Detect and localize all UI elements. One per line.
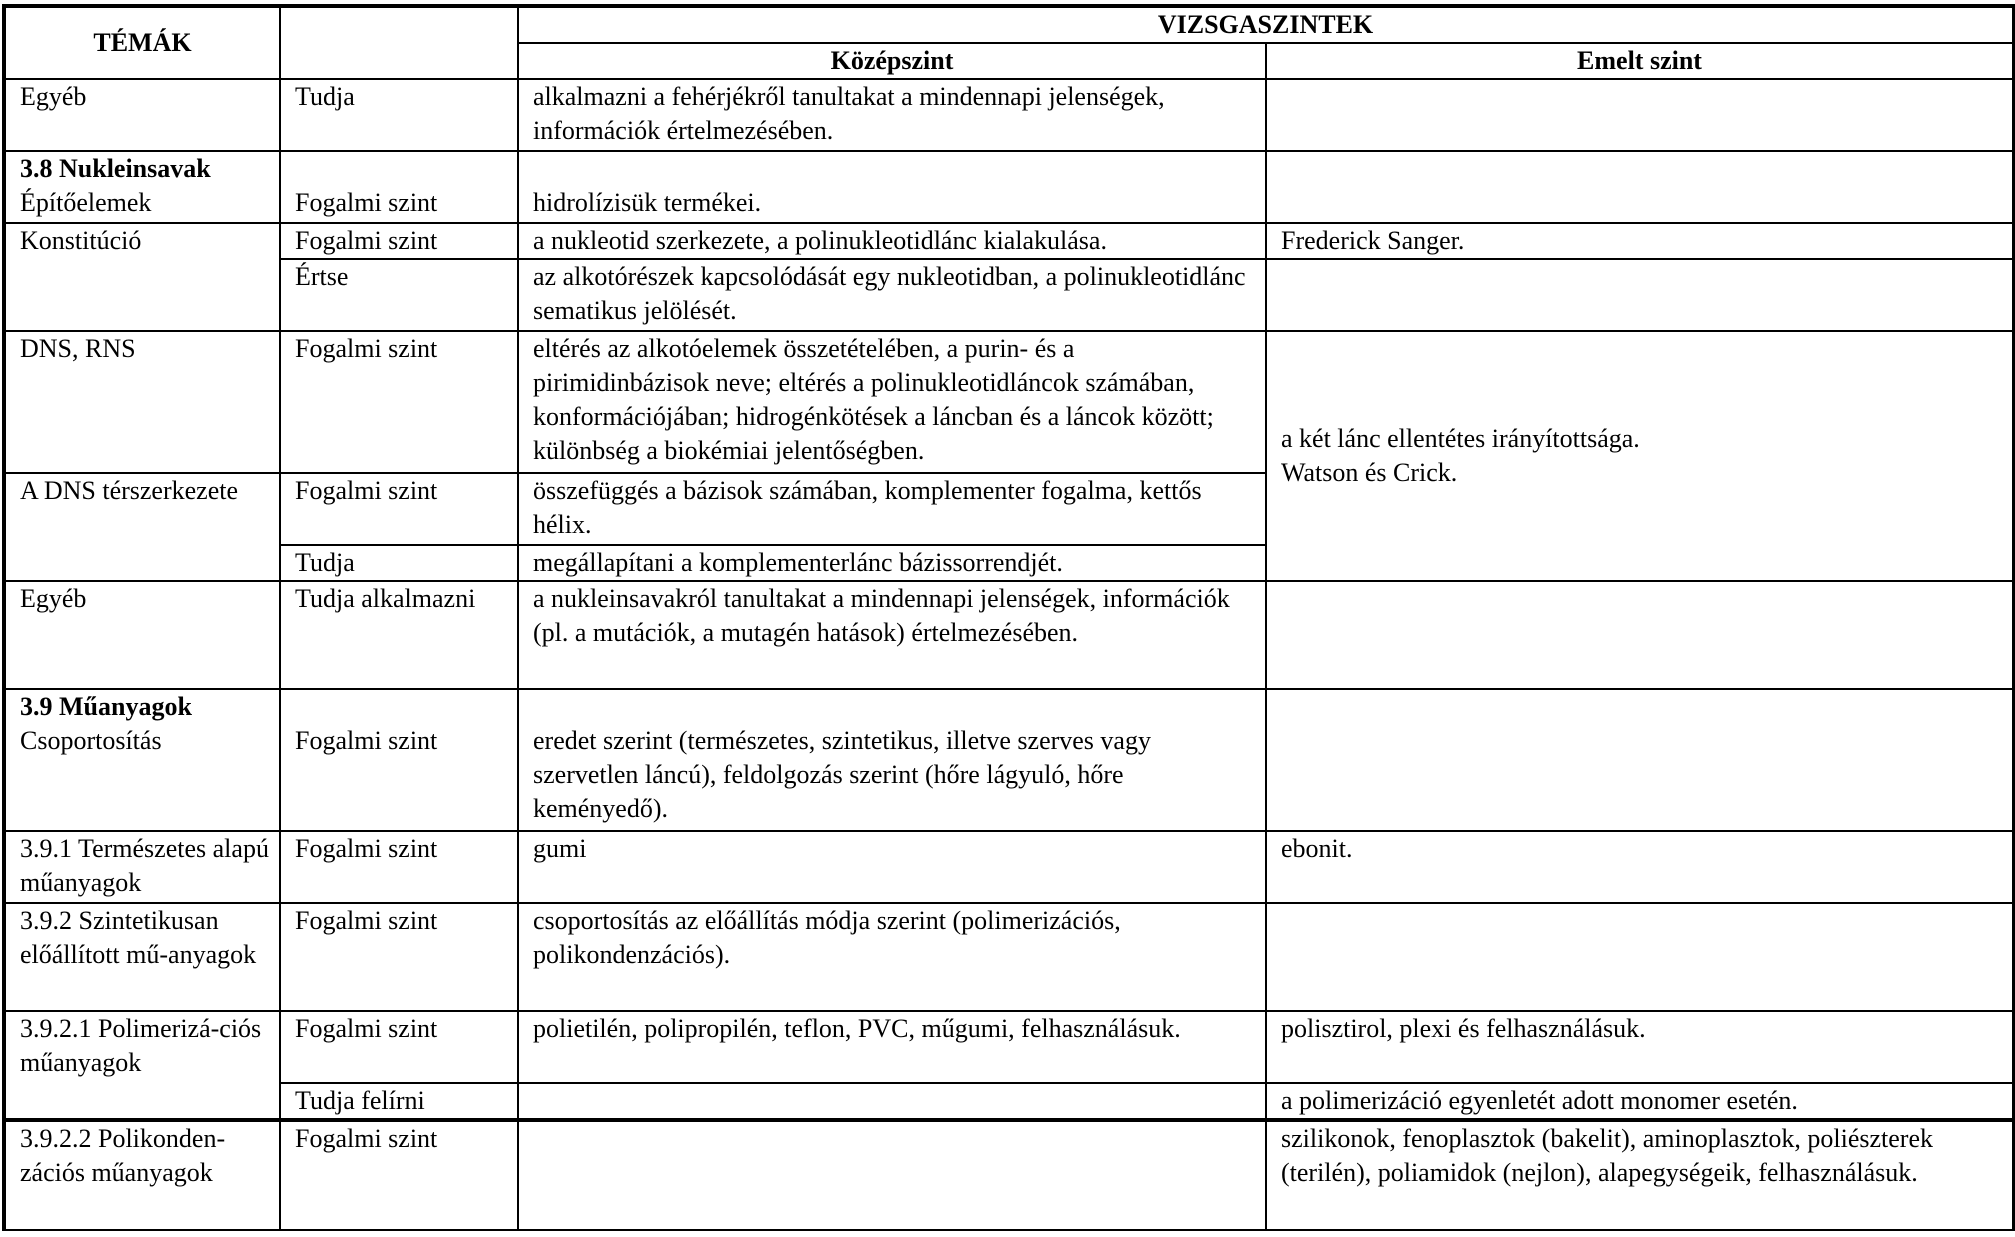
- level-cell: Fogalmi szint: [280, 831, 518, 903]
- topic-cell: A DNS térszerkezete: [4, 473, 280, 581]
- kozepszint-text: hidrolízisük termékei.: [533, 188, 762, 217]
- table-row: [4, 259, 2014, 331]
- level-cell: Fogalmi szint: [280, 331, 518, 473]
- kozepszint-cell: az alkotórészek kapcsolódását egy nukleotidban, a polinukleotidlánc sematikus jelölését.: [518, 259, 1266, 331]
- emelt-text-line1: a két lánc ellentétes irányítottsága.: [1281, 424, 1640, 453]
- topic-cell: Egyéb: [4, 581, 280, 689]
- table-row: [4, 831, 2014, 903]
- level-cell: Fogalmi szint: [280, 223, 518, 259]
- level-cell: Tudja felírni: [280, 1083, 518, 1120]
- table-row: [4, 581, 2014, 689]
- emelt-cell: polisztirol, plexi és felhasználásuk.: [1266, 1011, 2014, 1083]
- topic-cell: [4, 151, 280, 223]
- emelt-cell-dns: [1266, 331, 2014, 581]
- emelt-cell: Frederick Sanger.: [1266, 223, 2014, 259]
- level-cell: Értse: [280, 259, 518, 331]
- table-row: [4, 903, 2014, 1011]
- header-kozepszint: Középszint: [518, 43, 1266, 79]
- kozepszint-cell: [518, 1120, 1266, 1230]
- table-row: [4, 1083, 2014, 1120]
- emelt-cell: [1266, 151, 2014, 223]
- table-row: [4, 1120, 2014, 1230]
- kozepszint-cell: [518, 1083, 1266, 1120]
- header-temak: TÉMÁK: [4, 6, 280, 79]
- topic-cell: DNS, RNS: [4, 331, 280, 473]
- kozepszint-cell: polietilén, polipropilén, teflon, PVC, műgumi, felhasználásuk.: [518, 1011, 1266, 1083]
- kozepszint-cell: a nukleinsavakról tanultakat a mindennapi jelenségek, információk (pl. a mutációk, a mutagén hatások) értelmezésében.: [518, 581, 1266, 689]
- level-cell: Tudja: [280, 79, 518, 151]
- emelt-cell: a polimerizáció egyenletét adott monomer esetén.: [1266, 1083, 2014, 1120]
- kozepszint-cell: csoportosítás az előállítás módja szerint (polimerizációs, polikondenzációs).: [518, 903, 1266, 1011]
- emelt-cell: ebonit.: [1266, 831, 2014, 903]
- level-cell: Fogalmi szint: [280, 1120, 518, 1230]
- topic-cell: Konstitúció: [4, 223, 280, 331]
- topic-text: Csoportosítás: [20, 726, 162, 755]
- table-row: [4, 223, 2014, 259]
- topic-cell: 3.9.1 Természetes alapú műanyagok: [4, 831, 280, 903]
- section-heading: 3.9 Műanyagok: [20, 692, 192, 721]
- table-row: [4, 79, 2014, 151]
- table-row: [4, 689, 2014, 831]
- emelt-cell: [1266, 259, 2014, 331]
- level-cell: Tudja: [280, 545, 518, 581]
- topic-cell: Egyéb: [4, 79, 280, 151]
- kozepszint-text: eredet szerint (természetes, szintetikus, illetve szerves vagy szervetlen láncú), feldolgozás szerint (hőre lágyuló, hőre keményedő).: [533, 726, 1151, 823]
- level-cell: Fogalmi szint: [280, 1011, 518, 1083]
- emelt-text-line2: Watson és Crick.: [1281, 458, 1458, 487]
- header-vizsgaszintek: VIZSGASZINTEK: [518, 6, 2014, 43]
- level-cell: Fogalmi szint: [280, 473, 518, 545]
- kozepszint-cell: gumi: [518, 831, 1266, 903]
- level-cell: Tudja alkalmazni: [280, 581, 518, 689]
- emelt-cell: [1266, 581, 2014, 689]
- kozepszint-cell: eltérés az alkotóelemek összetételében, a purin- és a pirimidinbázisok neve; eltérés a polinukleotidláncok számában, konformációjában; hidrogénkötések a láncban és a láncok között; különbség a biokémiai jelentőségben.: [518, 331, 1266, 473]
- level-cell: [280, 151, 518, 223]
- section-heading: 3.8 Nukleinsavak: [20, 154, 211, 183]
- kozepszint-cell: [518, 689, 1266, 831]
- kozepszint-cell: megállapítani a komplementerlánc bázissorrendjét.: [518, 545, 1266, 581]
- kozepszint-cell: összefüggés a bázisok számában, komplementer fogalma, kettős hélix.: [518, 473, 1266, 545]
- table-row: [4, 1011, 2014, 1083]
- header-blank: [280, 6, 518, 79]
- curriculum-table-wrapper: [2, 4, 2012, 1231]
- level-text: Fogalmi szint: [295, 726, 438, 755]
- emelt-cell: [1266, 79, 2014, 151]
- kozepszint-cell: alkalmazni a fehérjékről tanultakat a mindennapi jelenségek, információk értelmezésében.: [518, 79, 1266, 151]
- topic-cell: [4, 689, 280, 831]
- curriculum-table: [2, 4, 2015, 1231]
- table-row: [4, 331, 2014, 473]
- emelt-cell: szilikonok, fenoplasztok (bakelit), aminoplasztok, poliészterek (terilén), poliamidok (nejlon), alapegységeik, felhasználásuk.: [1266, 1120, 2014, 1230]
- topic-cell: 3.9.2.1 Polimerizá-ciós műanyagok: [4, 1011, 280, 1120]
- topic-text: Építőelemek: [20, 188, 152, 217]
- topic-cell: 3.9.2 Szintetikusan előállított mű-anyagok: [4, 903, 280, 1011]
- level-cell: [280, 689, 518, 831]
- kozepszint-cell: a nukleotid szerkezete, a polinukleotidlánc kialakulása.: [518, 223, 1266, 259]
- emelt-cell: [1266, 689, 2014, 831]
- header-emelt-szint: Emelt szint: [1266, 43, 2014, 79]
- level-cell: Fogalmi szint: [280, 903, 518, 1011]
- level-text: Fogalmi szint: [295, 188, 438, 217]
- table-row: [4, 151, 2014, 223]
- emelt-cell: [1266, 903, 2014, 1011]
- kozepszint-cell: [518, 151, 1266, 223]
- topic-cell: 3.9.2.2 Polikonden-zációs műanyagok: [4, 1120, 280, 1230]
